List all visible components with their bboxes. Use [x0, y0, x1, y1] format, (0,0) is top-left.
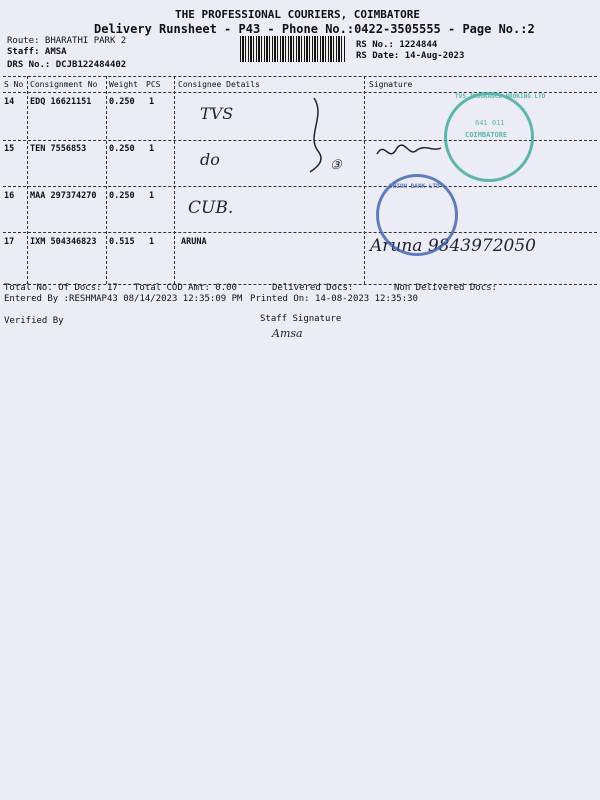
row-consignment: TEN 7556853 [30, 144, 87, 154]
row-weight: 0.515 [109, 237, 135, 247]
row-sno: 17 [4, 237, 15, 247]
tvs-stamp [444, 92, 546, 182]
row-consignment: IXM 504346823 [30, 237, 97, 247]
col-header-pcs: PCS [146, 80, 161, 89]
col-divider [106, 76, 107, 284]
bank-stamp [376, 174, 458, 256]
row-consignee: ARUNA [181, 237, 207, 247]
runsheet-title: Delivery Runsheet - P43 - Phone No.:0422-3505555 - Page No.:2 [94, 22, 535, 36]
row-consignment: EDQ 16621151 [30, 97, 92, 107]
col-header-weight: Weight [109, 80, 138, 89]
row-divider [3, 232, 597, 233]
col-header-consignment: Consignment No [30, 80, 98, 89]
row-sno: 16 [4, 191, 15, 201]
handwritten-consignee: CUB. [188, 198, 234, 218]
total-docs: Total No. Of Docs: 17 [4, 283, 118, 293]
scribble-signature [375, 136, 445, 166]
row-pcs: 1 [149, 237, 155, 247]
staff-signature: Amsa [272, 327, 303, 340]
row-divider [3, 186, 597, 187]
drs-number: DRS No.: DCJB122484402 [7, 60, 127, 70]
col-header-signature: Signature [369, 80, 413, 89]
stamp-text: COIMBATORE [465, 131, 508, 139]
col-divider [27, 76, 28, 284]
handwritten-bracket [296, 96, 336, 176]
staff-label: Staff: AMSA [7, 47, 67, 57]
entered-by: Entered By :RESHMAP43 08/14/2023 12:35:09 PM [4, 294, 243, 304]
row-weight: 0.250 [109, 191, 135, 201]
rs-date: RS Date: 14-Aug-2023 [356, 51, 465, 61]
handwritten-consignee: TVS [200, 104, 234, 123]
col-divider [174, 76, 175, 284]
row-sno: 15 [4, 144, 15, 154]
company-title: THE PROFESSIONAL COURIERS, COIMBATORE [175, 8, 421, 21]
total-cod: Total COD Amt: 0.00 [134, 283, 237, 293]
barcode [240, 36, 345, 62]
signature-aruna: Aruna 9843972050 [370, 236, 536, 256]
col-header-sno: S No [4, 80, 24, 89]
row-pcs: 1 [149, 144, 155, 154]
verified-by: Verified By [4, 316, 64, 326]
delivered-docs: Delivered Docs: [272, 283, 354, 293]
row-weight: 0.250 [109, 144, 135, 154]
route-label: Route: BHARATHI PARK 2 [7, 36, 127, 46]
printed-on: Printed On: 14-08-2023 12:35:30 [250, 294, 418, 304]
col-divider [364, 76, 365, 284]
rs-number: RS No.: 1224844 [356, 40, 438, 50]
table-top-rule [3, 76, 597, 77]
row-sno: 14 [4, 97, 15, 107]
staff-signature-label: Staff Signature [260, 314, 342, 324]
row-pcs: 1 [149, 97, 155, 107]
stamp-text: UNION BANK LTD [389, 183, 440, 190]
col-header-consignee: Consignee Details [178, 80, 260, 89]
row-weight: 0.250 [109, 97, 135, 107]
stamp-text: 641 011 [475, 119, 505, 127]
handwritten-consignee: do [200, 150, 220, 169]
handwritten-number: ③ [330, 158, 342, 173]
row-pcs: 1 [149, 191, 155, 201]
row-consignment: MAA 297374270 [30, 191, 97, 201]
stamp-text: TVS INSURANCE BROKING LTD [455, 93, 546, 100]
non-delivered-docs: Non Delivered Docs: [394, 283, 497, 293]
